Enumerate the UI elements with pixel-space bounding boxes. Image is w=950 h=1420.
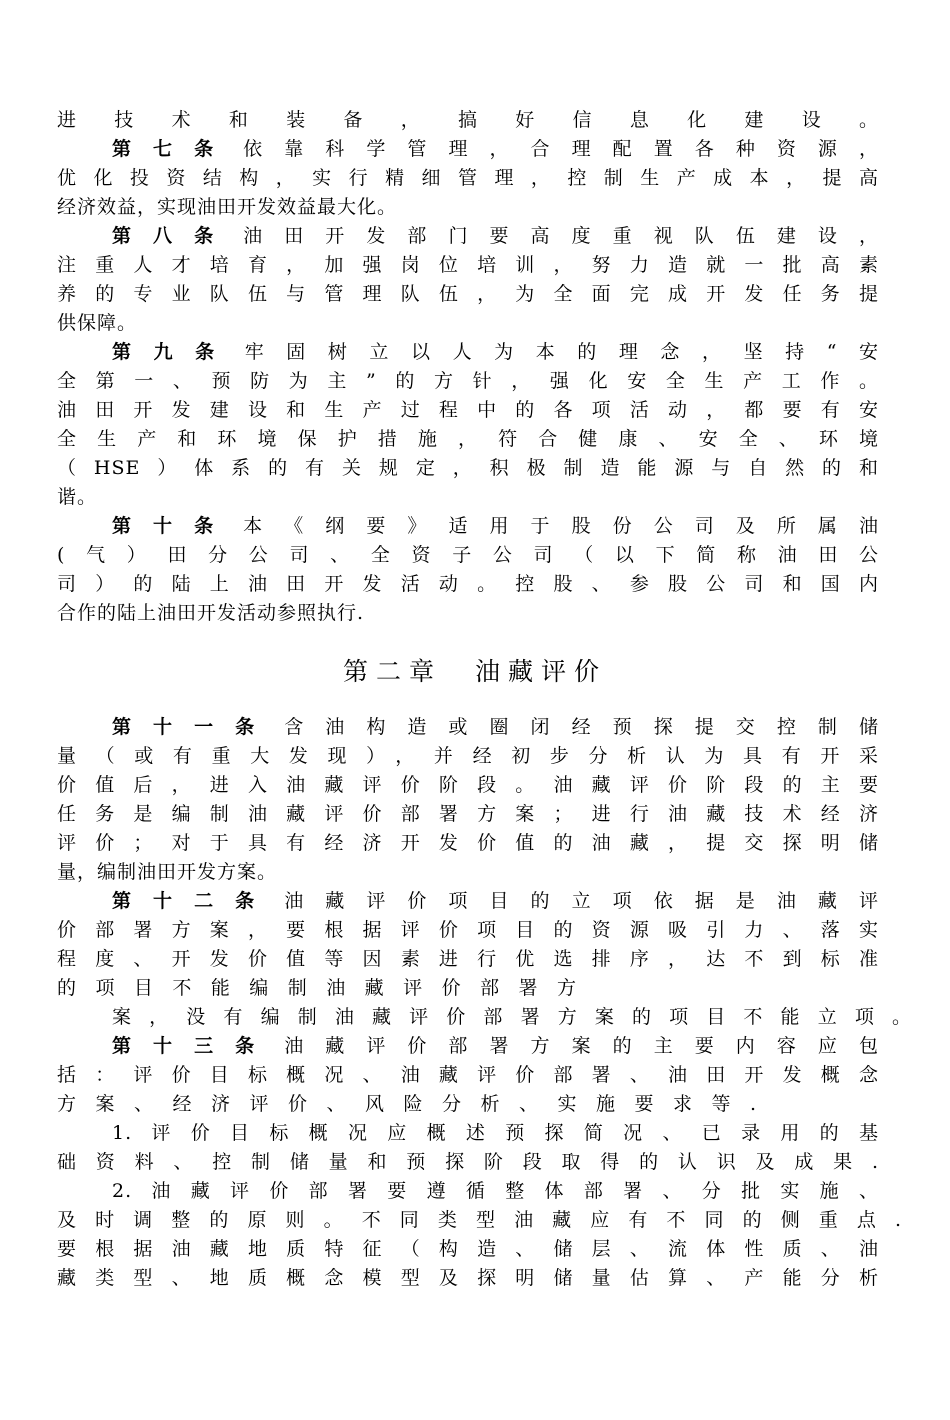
article-number: 第九条 (112, 341, 237, 363)
text-line: 油藏评价部署方案的主要内容应包 (284, 1035, 879, 1057)
text-line: 依靠科学管理，合理配置各种资源， (243, 138, 879, 160)
text-line: 评价；对于具有经济开发价值的油藏，提交探明储 (57, 832, 879, 854)
article-13-first-line (112, 1032, 879, 1061)
text-line: 谐。 (57, 486, 98, 508)
text-line: 括：评价目标概况、油藏评价部署、油田开发概念 (57, 1064, 879, 1086)
text-line: (气）田分公司、全资子公司（以下简称油田公 (57, 544, 879, 566)
text-line: 司）的陆上油田开发活动。控股、参股公司和国内 (57, 573, 879, 595)
text-line: 量，编制油田开发方案。 (57, 861, 278, 883)
article-11-first-line (112, 713, 879, 742)
text-line: 含油构造或圈闭经预探提交控制储 (284, 716, 879, 738)
article-number: 第八条 (112, 225, 236, 247)
chapter-title: 第二章 油藏评价 (342, 657, 607, 686)
text-line: 础资料、控制储量和预探阶段取得的认识及成果. (57, 1151, 879, 1173)
article-number: 第十条 (112, 515, 236, 537)
text-line: 1.评价目标概况应概述预探简况、已录用的基 (112, 1122, 879, 1144)
article-number: 第十三条 (112, 1035, 277, 1057)
text-line: 本《纲要》适用于股份公司及所属油 (243, 515, 879, 537)
text-line: 的项目不能编制油藏评价部署方 (57, 977, 577, 999)
article-9-first-line (112, 338, 879, 367)
article-12-first-line (112, 887, 879, 916)
text-line: 要根据油藏地质特征（构造、储层、流体性质、油 (57, 1238, 879, 1260)
text-line: 全生产和环境保护措施，符合健康、安全、环境 (57, 428, 879, 450)
text-line: 经济效益，实现油田开发效益最大化。 (57, 196, 398, 218)
text-line: 油田开发部门要高度重视队伍建设， (243, 225, 879, 247)
text-line: 价部署方案，要根据评价项目的资源吸引力、落实 (57, 919, 879, 941)
text-line: 油田开发建设和生产过程中的各项活动，都要有安 (57, 399, 879, 421)
text-line: 任务是编制油藏评价部署方案；进行油藏技术经济 (57, 803, 879, 825)
text-line: 方案、经济评价、风险分析、实施要求等. (57, 1093, 757, 1115)
text-line: 养的专业队伍与管理队伍，为全面完成开发任务提 (57, 283, 879, 305)
article-10-first-line (112, 512, 879, 541)
article-number: 第十一条 (112, 716, 277, 738)
text-line: 程度、开发价值等因素进行优选排序，达不到标准 (57, 948, 879, 970)
text-line: 供保障。 (57, 312, 138, 334)
text-line: 藏类型、地质概念模型及探明储量估算、产能分析 (57, 1267, 879, 1289)
article-8-first-line (112, 222, 879, 251)
text-line: （HSE）体系的有关规定，积极制造能源与自然的和 (57, 457, 879, 479)
text-line: 优化投资结构，实行精细管理，控制生产成本，提高 (57, 167, 879, 189)
article-7-first-line (112, 135, 879, 164)
text-line: 牢固树立以人为本的理念，坚持“安 (244, 341, 879, 363)
text-line: 进技术和装备，搞好信息化建设。 (57, 109, 879, 131)
text-line: 注重人才培育，加强岗位培训，努力造就一批高素 (57, 254, 879, 276)
text-line: 及时调整的原则。不同类型油藏应有不同的侧重点. (57, 1209, 902, 1231)
text-line: 2.油藏评价部署要遵循整体部署、分批实施、 (112, 1180, 879, 1202)
text-line: 全第一、预防为主”的方针，强化安全生产工作。 (57, 370, 879, 392)
article-number: 第七条 (112, 138, 236, 160)
article-number: 第十二条 (112, 890, 277, 912)
text-line: 合作的陆上油田开发活动参照执行. (57, 602, 365, 624)
text-line: 价值后，进入油藏评价阶段。油藏评价阶段的主要 (57, 774, 879, 796)
text-line: 量（或有重大发现），并经初步分析认为具有开采 (57, 745, 879, 767)
text-line: 案，没有编制油藏评价部署方案的项目不能立项。 (112, 1006, 912, 1028)
text-line: 油藏评价项目的立项依据是油藏评 (284, 890, 879, 912)
